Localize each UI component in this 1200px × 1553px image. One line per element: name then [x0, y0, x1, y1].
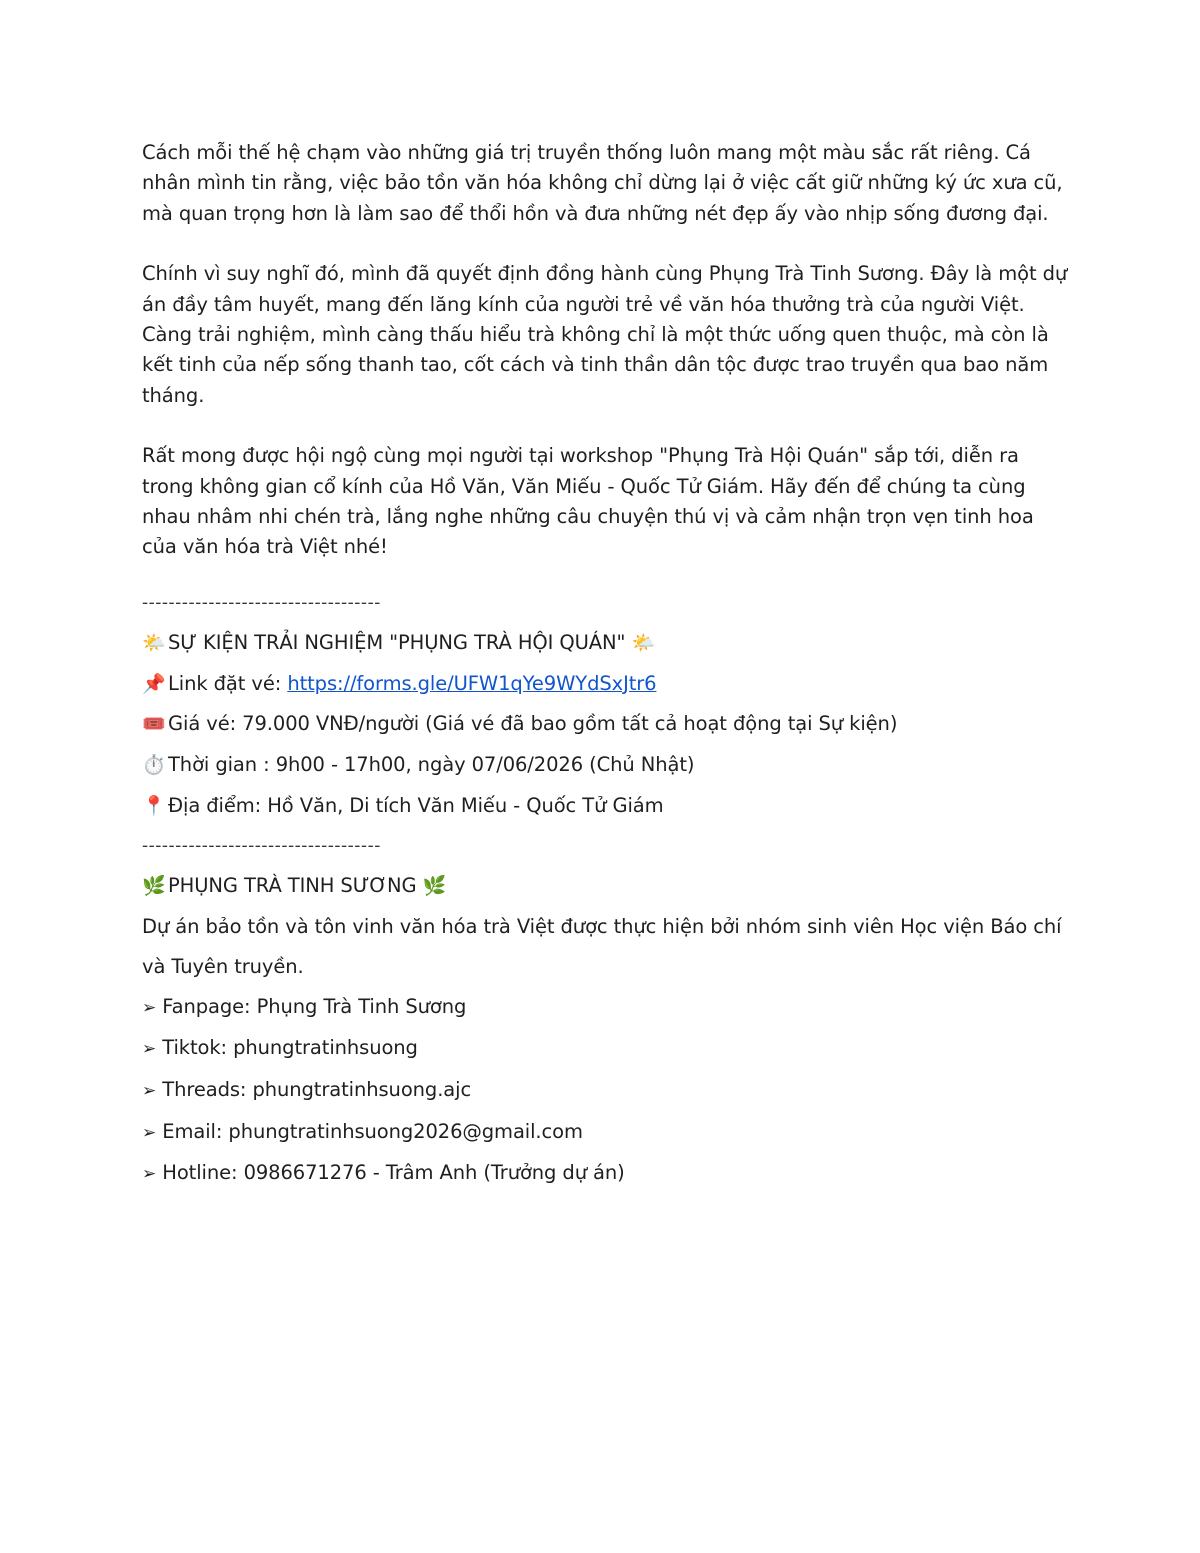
contact-hotline — [142, 1153, 1072, 1195]
herb-icon: 🌿 — [142, 875, 166, 898]
arrow-bullet-icon: ➢ — [142, 1164, 157, 1185]
divider-bottom: ------------------------------------ — [142, 836, 381, 857]
project-title — [142, 866, 1072, 907]
project-description: Dự án bảo tồn và tôn vinh văn hóa trà Việt được thực hiện bởi nhóm sinh viên Học viện Báo chí và Tuyên truyền. — [142, 915, 1062, 978]
paragraph-intro: Cách mỗi thế hệ chạm vào những giá trị truyền thống luôn mang một màu sắc rất riêng. Cá nhân mình tin rằng, việc bảo tồn văn hóa không chỉ dừng lại ở việc cất giữ những ký ức xưa cũ, mà quan trọng hơn là làm sao để thổi hồn và đưa những nét đẹp ấy vào nhịp sống đương đại. — [142, 141, 1063, 225]
document-page — [142, 138, 1072, 1195]
event-time-text: Thời gian : 9h00 - 17h00, ngày 07/06/2026 (Chủ Nhật) — [168, 752, 695, 776]
pushpin-icon: 📌 — [142, 672, 166, 695]
divider-top: ------------------------------------ — [142, 592, 381, 613]
spacer — [142, 563, 1072, 583]
contact-tiktok — [142, 1028, 1072, 1070]
contact-email — [142, 1112, 1072, 1154]
ticket-icon: 🎟️ — [142, 713, 166, 736]
herb-icon: 🌿 — [422, 875, 447, 898]
event-title-text: SỰ KIỆN TRẢI NGHIỆM "PHỤNG TRÀ HỘI QUÁN" — [168, 630, 626, 654]
paragraph-project: Chính vì suy nghĩ đó, mình đã quyết định đồng hành cùng Phụng Trà Tinh Sương. Đây là một dự án đầy tâm huyết, mang đến lăng kính của người trẻ về văn hóa thưởng trà của người Việt. Càng trải nghiệm, mình càng thấu hiểu trà không chỉ là một thức uống quen thuộc, mà còn là kết tinh của nếp sống thanh tao, cốt cách và tinh thần dân tộc được trao truyền qua bao năm tháng. — [142, 262, 1068, 407]
stopwatch-icon: ⏱️ — [142, 753, 166, 776]
event-place-row — [142, 786, 1072, 827]
event-price-text: Giá vé: 79.000 VNĐ/người (Giá vé đã bao gồm tất cả hoạt động tại Sự kiện) — [168, 712, 898, 736]
location-pin-icon: 📍 — [142, 794, 166, 817]
event-place-text: Địa điểm: Hồ Văn, Di tích Văn Miếu - Quốc Tử Giám — [168, 793, 664, 817]
contact-fanpage — [142, 987, 1072, 1029]
project-title-text: PHỤNG TRÀ TINH SƯƠNG — [168, 874, 417, 898]
contact-threads-text: Threads: phungtratinhsuong.ajc — [162, 1077, 472, 1101]
event-link-label: Link đặt vé: — [168, 671, 288, 695]
arrow-bullet-icon: ➢ — [142, 997, 157, 1018]
sun-behind-cloud-icon: 🌤️ — [142, 631, 166, 654]
event-time-row — [142, 745, 1072, 786]
event-link-row — [142, 664, 1072, 705]
contact-threads — [142, 1070, 1072, 1112]
arrow-bullet-icon: ➢ — [142, 1122, 157, 1143]
event-price-row — [142, 704, 1072, 745]
arrow-bullet-icon: ➢ — [142, 1039, 157, 1060]
paragraph-invitation: Rất mong được hội ngộ cùng mọi người tại workshop "Phụng Trà Hội Quán" sắp tới, diễn ra trong không gian cổ kính của Hồ Văn, Văn Miếu - Quốc Tử Giám. Hãy đến để chúng ta cùng nhau nhâm nhi chén trà, lắng nghe những câu chuyện thú vị và cảm nhận trọn vẹn tinh hoa của văn hóa trà Việt nhé! — [142, 444, 1034, 559]
booking-link[interactable]: https://forms.gle/UFW1qYe9WYdSxJtr6 — [287, 671, 657, 695]
contact-tiktok-text: Tiktok: phungtratinhsuong — [162, 1036, 418, 1060]
event-title — [142, 623, 1072, 664]
sun-behind-cloud-icon: 🌤️ — [631, 631, 656, 654]
arrow-bullet-icon: ➢ — [142, 1080, 157, 1101]
contact-email-text: Email: phungtratinhsuong2026@gmail.com — [162, 1119, 583, 1143]
contact-fanpage-text: Fanpage: Phụng Trà Tinh Sương — [162, 994, 467, 1018]
contact-hotline-text: Hotline: 0986671276 - Trâm Anh (Trưởng dự án) — [162, 1161, 625, 1185]
